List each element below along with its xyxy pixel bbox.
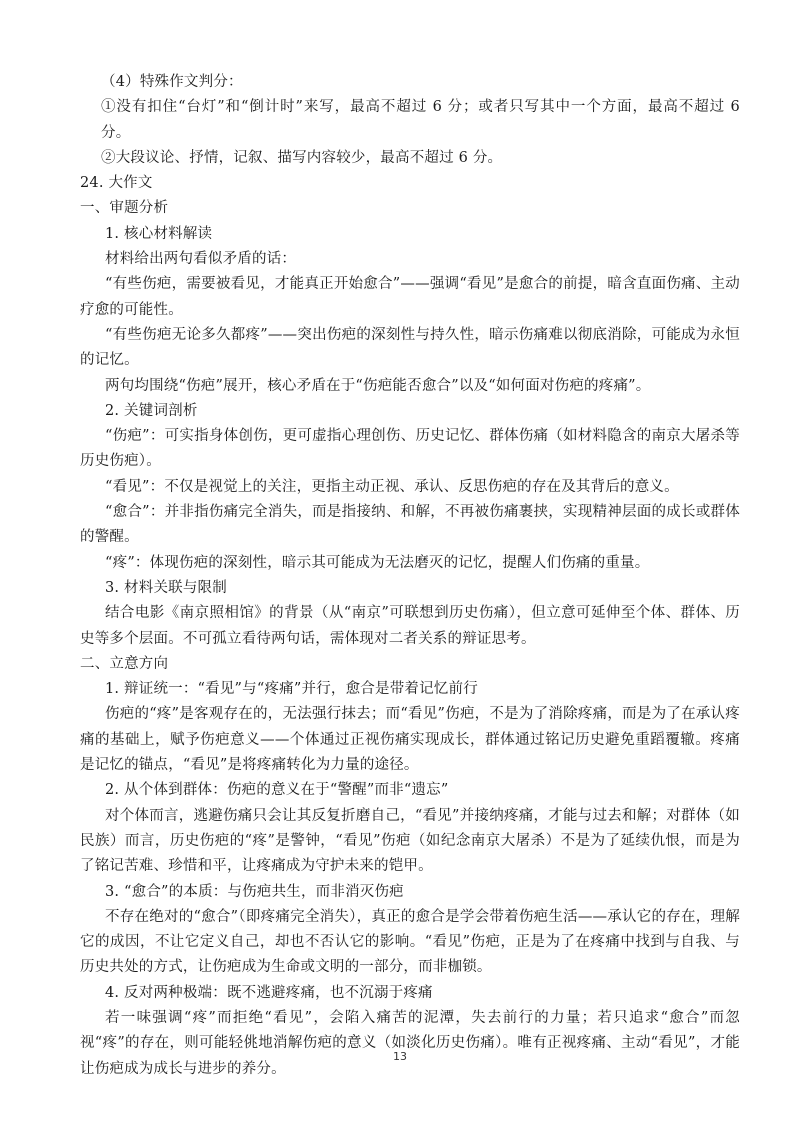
part2-heading: 二、立意方向 <box>80 655 169 672</box>
part1-heading: 一、审题分析 <box>80 200 169 217</box>
section-2-title: 2. 关键词剖析 <box>105 402 198 419</box>
scoring-rule-2: ②大段议论、抒情，记叙、描写内容较少，最高不超过 6 分。 <box>101 149 503 166</box>
question-title: 24. 大作文 <box>80 175 153 192</box>
direction-4-title: 4. 反对两种极端：既不逃避疼痛，也不沉溺于疼痛 <box>105 984 433 1001</box>
section-3-title: 3. 材料关联与限制 <box>105 579 227 596</box>
keyword-pain: “疼”：体现伤疤的深刻性，暗示其可能成为无法磨灭的记忆，提醒人们伤痛的重量。 <box>105 554 650 571</box>
scoring-rule-1: ①没有扣住“台灯”和“倒计时”来写，最高不超过 6 分；或者只写其中一个方面，最高不超过 6 分。 <box>101 99 740 141</box>
direction-2-title: 2. 从个体到群体：伤疤的意义在于“警醒”而非“遗忘” <box>105 782 449 799</box>
scoring-heading: （4）特殊作文判分： <box>101 74 243 90</box>
keyword-scar: “伤疤”：可实指身体创伤，更可虚指心理创伤、历史记忆、群体伤痛（如材料隐含的南京大屠杀等历史伤疤）。 <box>80 428 740 470</box>
direction-3-body: 不存在绝对的“愈合”（即疼痛完全消失），真正的愈合是学会带着伤疤生活——承认它的存在，理解它的成因，不让它定义自己，却也不否认它的影响。“看见”伤疤，正是为了在疼痛中找到与自我、与历史共处的方式，让伤疤成为生命或文明的一部分，而非枷锁。 <box>80 908 740 976</box>
keyword-heal: “愈合”：并非指伤痛完全消失，而是指接纳、和解，不再被伤痛裹挟，实现精神层面的成长或群体的警醒。 <box>80 504 740 546</box>
section-1-paragraph: “有些伤疤，需要被看见，才能真正开始愈合”——强调“看见”是愈合的前提，暗含直面伤痛、主动疗愈的可能性。 <box>80 276 740 318</box>
section-3-paragraph: 结合电影《南京照相馆》的背景（从“南京”可联想到历史伤痛），但立意可延伸至个体、群体、历史等多个层面。不可孤立看待两句话，需体现对二者关系的辩证思考。 <box>80 605 740 647</box>
page-number: 13 <box>393 1050 407 1063</box>
direction-3-title: 3. “愈合”的本质：与伤疤共生，而非消灭伤疤 <box>105 883 404 900</box>
section-1-paragraph: “有些伤疤无论多久都疼”——突出伤疤的深刻性与持久性，暗示伤痛难以彻底消除，可能成为永恒的记忆。 <box>80 326 740 369</box>
section-1-title: 1. 核心材料解读 <box>105 225 213 242</box>
direction-1-title: 1. 辩证统一：“看见”与“疼痛”并行，愈合是带着记忆前行 <box>105 681 478 698</box>
direction-2-body: 对个体而言，逃避伤痛只会让其反复折磨自己，“看见”并接纳疼痛，才能与过去和解；对群体（如民族）而言，历史伤疤的“疼”是警钟，“看见”伤疤（如纪念南京大屠杀）不是为了延续仇恨，而是为了铭记苦难、珍惜和平，让疼痛成为守护未来的铠甲。 <box>80 807 740 875</box>
keyword-see: “看见”：不仅是视觉上的关注，更指主动正视、承认、反思伤疤的存在及其背后的意义。 <box>105 478 679 495</box>
section-1-paragraph: 两句均围绕“伤疤”展开，核心矛盾在于“伤疤能否愈合”以及“如何面对伤疤的疼痛”。 <box>105 377 651 394</box>
direction-4-body: 若一味强调“疼”而拒绝“看见”，会陷入痛苦的泥潭，失去前行的力量；若只追求“愈合”而忽视“疼”的存在，则可能轻佻地消解伤疤的意义（如淡化历史伤痛）。唯有正视疼痛、主动“看见”，才能让伤疤成为成长与进步的养分。 <box>80 1009 740 1077</box>
section-1-intro: 材料给出两句看似矛盾的话： <box>105 251 297 268</box>
direction-1-body: 伤疤的“疼”是客观存在的，无法强行抹去；而“看见”伤疤，不是为了消除疼痛，而是为了在承认疼痛的基础上，赋予伤疤意义——个体通过正视伤痛实现成长，群体通过铭记历史避免重蹈覆辙。疼痛是记忆的锚点，“看见”是将疼痛转化为力量的途径。 <box>80 706 740 774</box>
